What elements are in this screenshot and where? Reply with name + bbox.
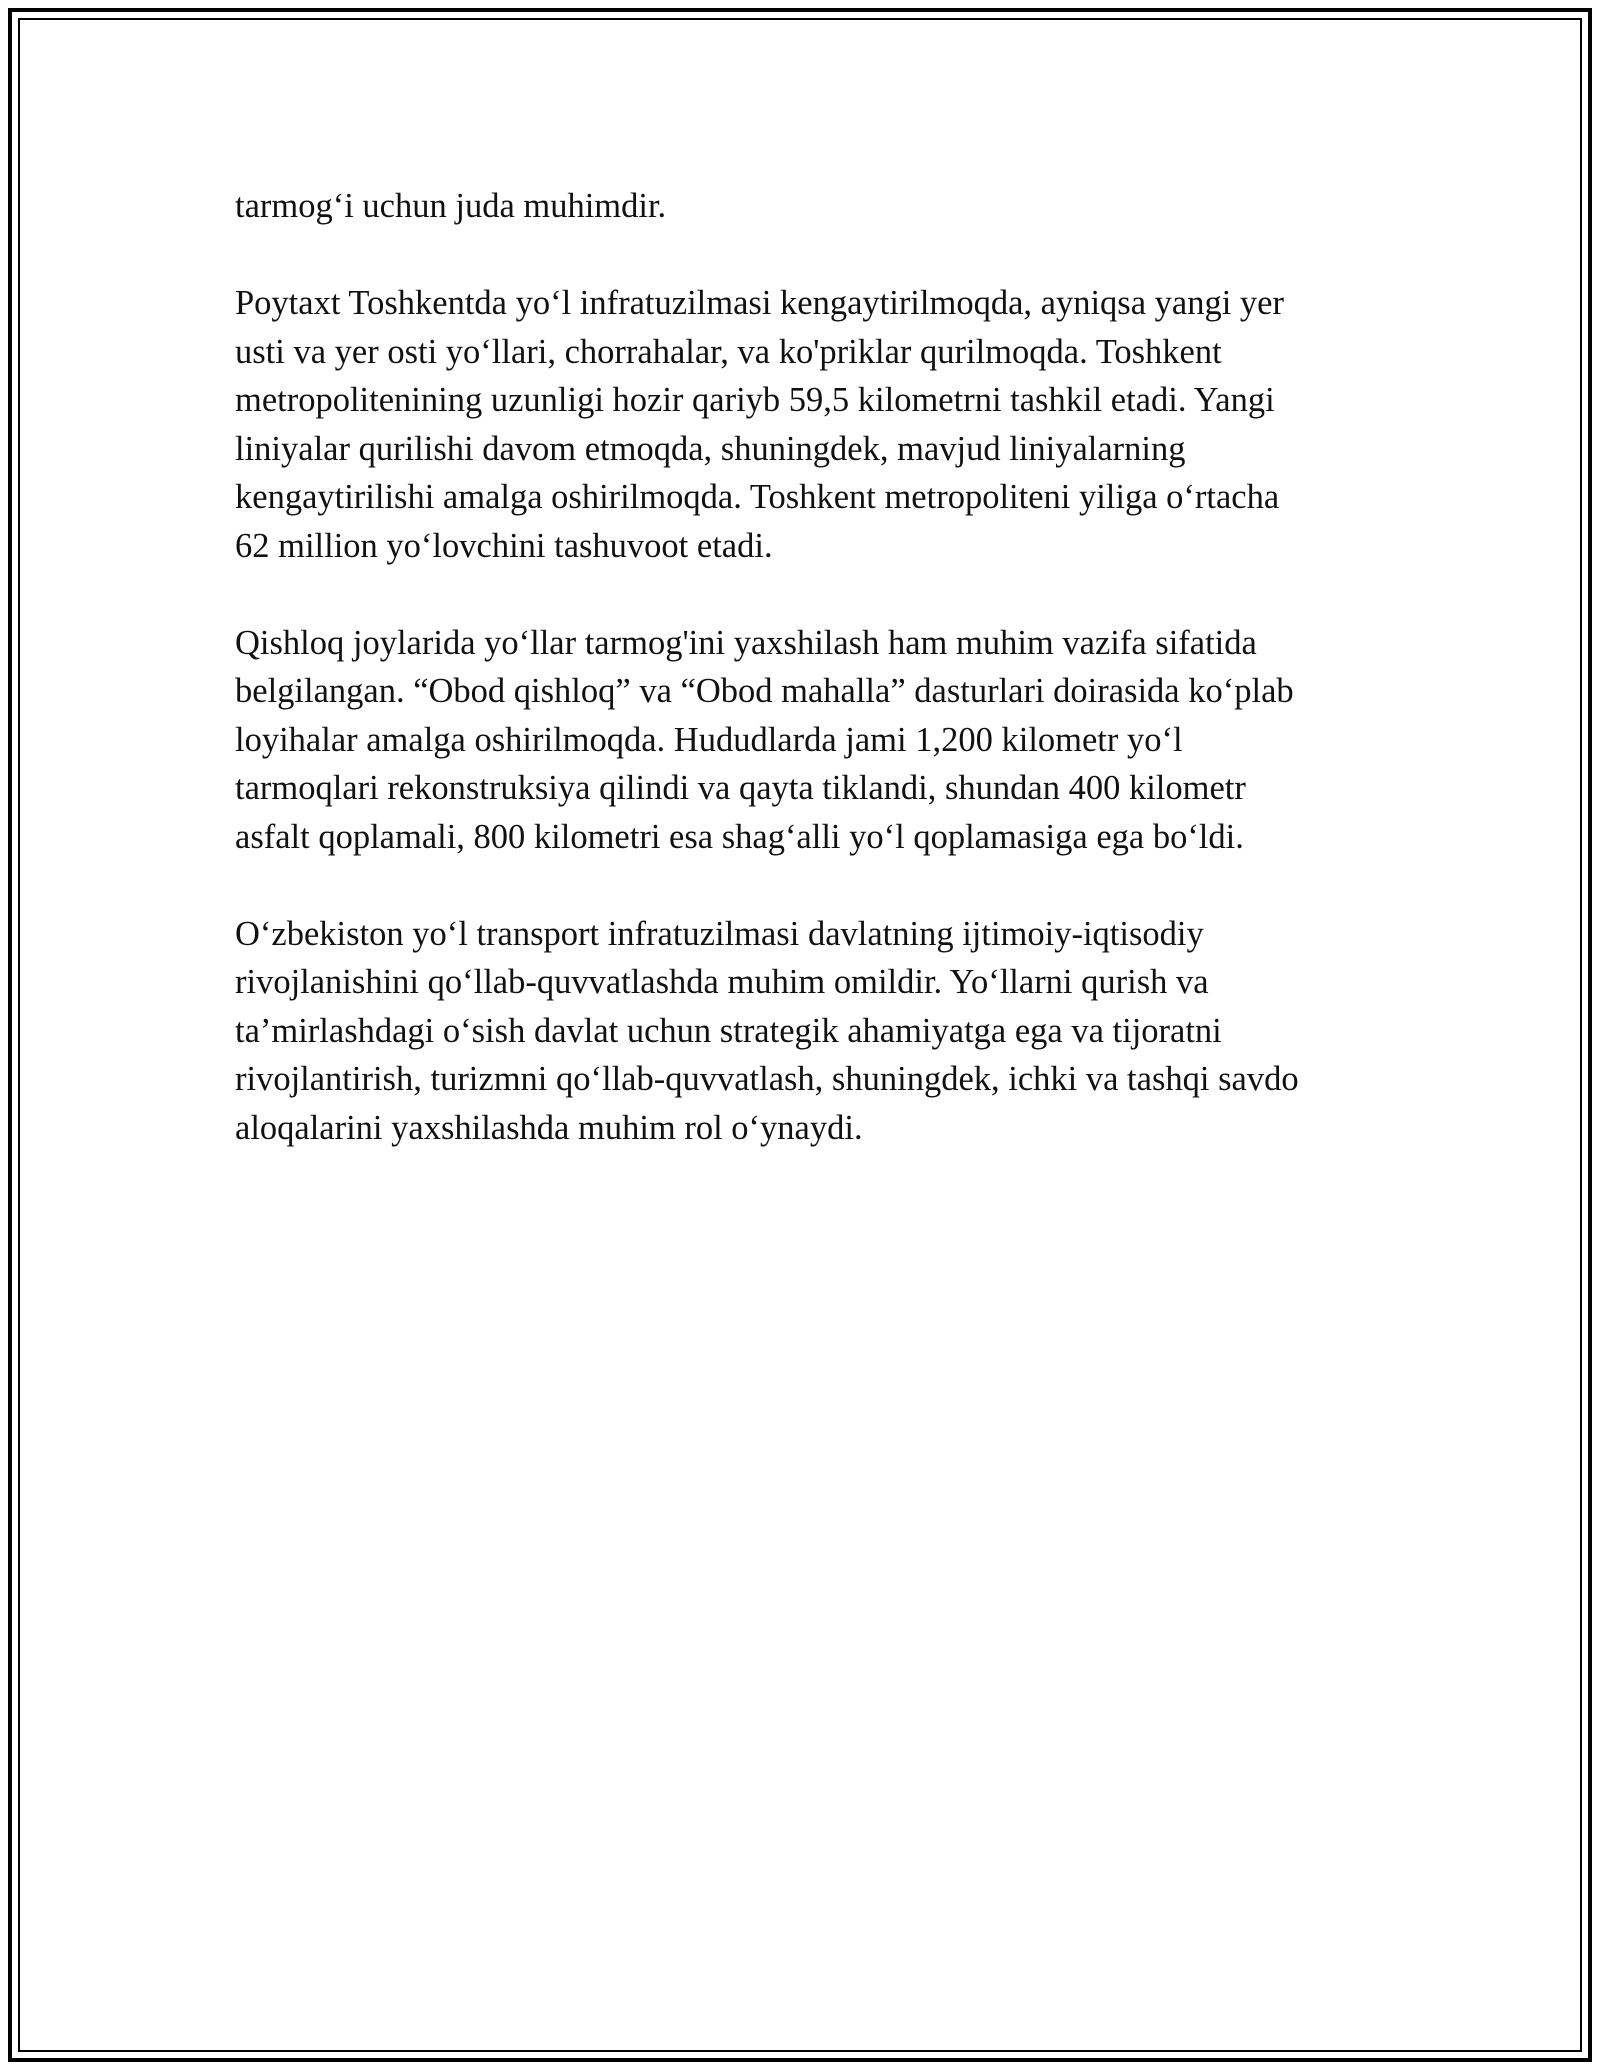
text-line: rivojlanishini qo‘llab-quvvatlashda muhim omildir. Yo‘llarni qurish va — [235, 963, 1209, 1001]
text-line: liniyalar qurilishi davom etmoqda, shuningdek, mavjud liniyalarning — [235, 429, 1186, 468]
text-line: Poytaxt Toshkentda yo‘l infratuzilmasi kengaytirilmoqda, ayniqsa yangi yer — [235, 284, 1284, 322]
text-line: rivojlantirish, turizmni qo‘llab-quvvatlash, shuningdek, ichki va tashqi savdo — [235, 1060, 1299, 1098]
paragraph-conclusion — [235, 910, 1395, 1153]
text-line: tarmog‘i uchun juda muhimdir. — [235, 187, 667, 225]
text-line: 62 million yo‘lovchini tashuvoot etadi. — [235, 526, 773, 565]
paragraph-rural-roads — [235, 619, 1395, 862]
paragraph-tashkent-infrastructure — [235, 279, 1395, 570]
text-line: belgilangan. “Obod qishloq” va “Obod mahalla” dasturlari doirasida ko‘plab — [235, 672, 1294, 710]
text-line: kengaytirilishi amalga oshirilmoqda. Toshkent metropoliteni yiliga o‘rtacha — [235, 478, 1280, 516]
text-line: asfalt qoplamali, 800 kilometri esa shag‘alli yo‘l qoplamasiga ega bo‘ldi. — [235, 817, 1244, 856]
document-body — [235, 182, 1395, 1201]
paragraph-continuation — [235, 182, 1395, 231]
text-line: Qishloq joylarida yo‘llar tarmog'ini yaxshilash ham muhim vazifa sifatida — [235, 623, 1257, 662]
text-line: ta’mirlashdagi o‘sish davlat uchun strategik ahamiyatga ega va tijoratni — [235, 1011, 1222, 1050]
text-line: loyihalar amalga oshirilmoqda. Hududlarda jami 1,200 kilometr yo‘l — [235, 720, 1183, 759]
text-line: O‘zbekiston yo‘l transport infratuzilmasi davlatning ijtimoiy-iqtisodiy — [235, 914, 1204, 953]
text-line: aloqalarini yaxshilashda muhim rol o‘ynaydi. — [235, 1108, 863, 1147]
text-line: metropolitenining uzunligi hozir qariyb 59,5 kilometrni tashkil etadi. Yangi — [235, 381, 1275, 419]
text-line: usti va yer osti yo‘llari, chorrahalar, va ko'priklar qurilmoqda. Toshkent — [235, 332, 1222, 371]
text-line: tarmoqlari rekonstruksiya qilindi va qayta tiklandi, shundan 400 kilometr — [235, 769, 1246, 807]
